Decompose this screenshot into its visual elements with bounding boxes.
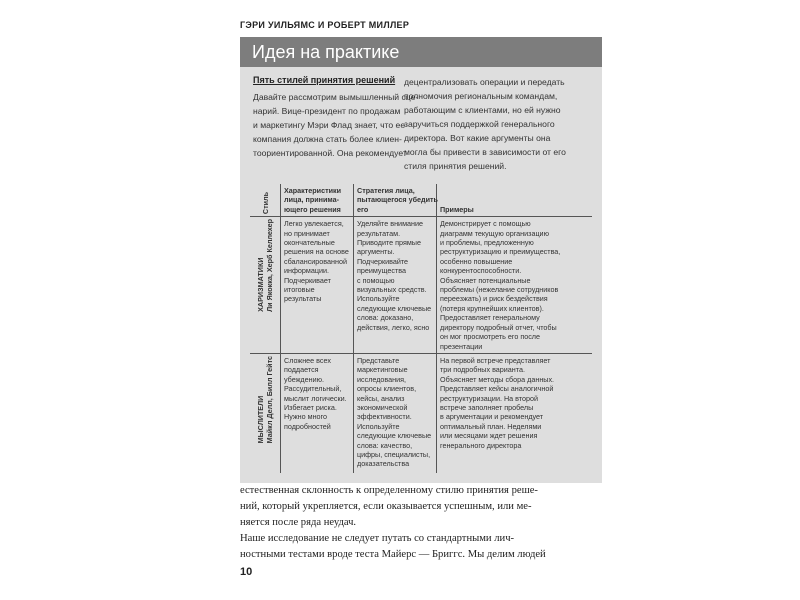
body-line: няется после ряда неудач.	[240, 517, 357, 528]
sidebar-title: Идея на практике	[240, 37, 602, 67]
style-label: МЫСЛИТЕЛИ Майкл Делл, Билл Гейтс	[256, 355, 274, 444]
body-text	[240, 483, 605, 563]
intro-line: могла бы привести в зависимости от его	[404, 147, 566, 157]
decision-styles-table	[250, 184, 592, 473]
body-line: Наше исследование не следует путать со стандартными лич-	[240, 533, 515, 544]
intro-line: тоориентированной. Она рекомендует	[253, 148, 407, 158]
intro-left-column	[253, 90, 419, 160]
style-label: ХАРИЗМАТИКИ Ли Якокка, Херб Келлехер	[256, 219, 274, 313]
table-row	[250, 217, 592, 354]
header-strategy: Стратегия лица, пытающегося убедить его	[354, 184, 437, 217]
intro-right-column	[404, 75, 594, 173]
running-head: ГЭРИ УИЛЬЯМС И РОБЕРТ МИЛЛЕР	[240, 20, 410, 30]
characteristics-cell: Сложнее всех поддается убеждению. Рассудительный, мыслит логически. Избегает риска. Нужно много подробностей	[281, 353, 354, 473]
intro-line: и маркетингу Мэри Флад знает, что ее	[253, 120, 406, 130]
body-line: ностными тестами вроде теста Майерс — Бриггс. Мы делим людей	[240, 549, 546, 560]
intro-line: директора. Вот какие аргументы она	[404, 133, 551, 143]
examples-cell: Демонстрирует с помощью диаграмм текущую организацию и проблемы, предложенную реструктуризацию и преимущества, особенно повышение конкурентоспособности. Объясняет потенциальные проблемы (нежелание сотрудников переезжать) и риск бездействия (потеря крупнейших клиентов). Предоставляет генеральному директору подробный отчет, чтобы он мог просмотреть его после презентации	[437, 217, 593, 354]
characteristics-cell: Легко увлекается, но принимает окончательные решения на основе сбалансированной информации. Подчеркивает итоговые результаты	[281, 217, 354, 354]
body-line: естественная склонность к определенному стилю принятия реше-	[240, 485, 538, 496]
book-page	[240, 20, 605, 590]
intro-line: нарий. Вице-президент по продажам	[253, 106, 401, 116]
header-examples: Примеры	[437, 184, 593, 217]
sidebar-subhead: Пять стилей принятия решений	[253, 75, 396, 85]
intro-line: Давайте рассмотрим вымышленный сце-	[253, 92, 419, 102]
intro-line: компания должна стать более клиен-	[253, 134, 402, 144]
table-row	[250, 353, 592, 473]
strategy-cell: Уделяйте внимание результатам. Приводите прямые аргументы. Подчеркивайте преимущества с помощью визуальных средств. Используйте следующие ключевые слова: доказано, действия, легко, ясно	[354, 217, 437, 354]
style-cell	[250, 353, 281, 473]
header-characteristics: Характеристики лица, принима- ющего решения	[281, 184, 354, 217]
style-cell	[250, 217, 281, 354]
intro-line: заручиться поддержкой генерального	[404, 119, 555, 129]
page-number: 10	[240, 566, 253, 578]
table-header-row	[250, 184, 592, 217]
intro-line: децентрализовать операции и передать	[404, 77, 565, 87]
strategy-cell: Представьте маркетинговые исследования, опросы клиентов, кейсы, анализ экономической эффективности. Используйте следующие ключевые слова: качество, цифры, специалисты, доказательства	[354, 353, 437, 473]
header-style: Стиль	[250, 184, 281, 217]
idea-in-practice-sidebar	[240, 37, 602, 483]
body-line: ний, который укрепляется, если оказывается успешным, или ме-	[240, 501, 532, 512]
intro-line: полномочия региональным командам,	[404, 91, 558, 101]
intro-line: стиля принятия решений.	[404, 161, 507, 171]
intro-line: работающим с клиентами, но ей нужно	[404, 105, 561, 115]
examples-cell: На первой встрече представляет три подробных варианта. Объясняет методы сбора данных. Представляет кейсы аналогичной реструктуризации. На второй встрече заполняет пробелы в аргументации и рекомендует оптимальный план. Неделями или месяцами ждет решения генерального директора	[440, 355, 555, 450]
